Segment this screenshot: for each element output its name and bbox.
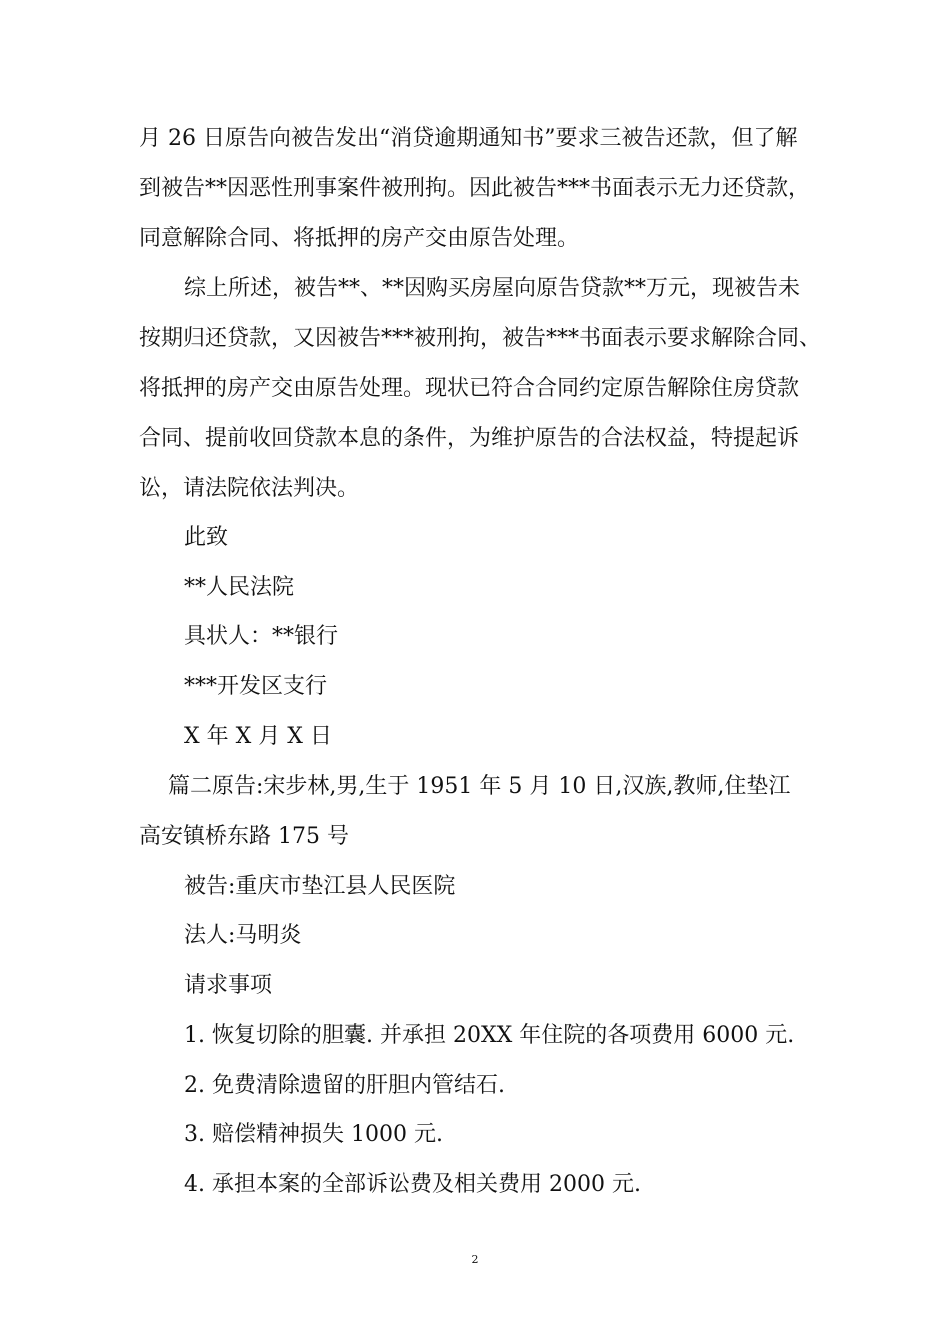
case-2-plaintiff-line-2: 高安镇桥东路 175 号 — [139, 824, 349, 849]
paragraph-2-line-1: 综上所述，被告**、**因购买房屋向原告贷款**万元，现被告未 — [184, 276, 801, 301]
closing-plaintiff: 具状人：**银行 — [184, 624, 339, 649]
page-number: 2 — [471, 1253, 479, 1266]
case-2-requests-heading: 请求事项 — [184, 973, 273, 998]
paragraph-2-line-5: 讼，请法院依法判决。 — [139, 476, 360, 501]
case-2-defendant: 被告:重庆市垫江县人民医院 — [184, 874, 456, 899]
request-item-1: 1. 恢复切除的胆囊. 并承担 20XX 年住院的各项费用 6000 元. — [184, 1023, 795, 1048]
case-2-legal-rep: 法人:马明炎 — [184, 923, 302, 948]
paragraph-2-line-2: 按期归还贷款，又因被告***被刑拘，被告***书面表示要求解除合同、 — [139, 326, 822, 351]
paragraph-2-line-4: 合同、提前收回贷款本息的条件，为维护原告的合法权益，特提起诉 — [139, 426, 800, 451]
request-item-4: 4. 承担本案的全部诉讼费及相关费用 2000 元. — [184, 1172, 641, 1197]
request-item-3: 3. 赔偿精神损失 1000 元. — [184, 1122, 443, 1147]
paragraph-2-line-3: 将抵押的房产交由原告处理。现状已符合合同约定原告解除住房贷款 — [139, 376, 800, 401]
closing-branch: ***开发区支行 — [184, 674, 328, 699]
paragraph-1-line-2: 到被告**因恶性刑事案件被刑拘。因此被告***书面表示无力还贷款， — [139, 176, 811, 201]
request-item-2: 2. 免费清除遗留的肝胆内管结石. — [184, 1073, 505, 1098]
case-2-plaintiff-line-1: 篇二原告:宋步林,男,生于 1951 年 5 月 10 日,汉族,教师,住垫江 — [168, 774, 791, 799]
closing-salutation: 此致 — [184, 525, 229, 550]
paragraph-1-line-1: 月 26 日原告向被告发出“消贷逾期通知书”要求三被告还款，但了解 — [139, 126, 798, 151]
closing-court: **人民法院 — [184, 575, 295, 600]
paragraph-1-line-3: 同意解除合同、将抵押的房产交由原告处理。 — [139, 226, 580, 251]
closing-date: X 年 X 月 X 日 — [184, 724, 332, 749]
